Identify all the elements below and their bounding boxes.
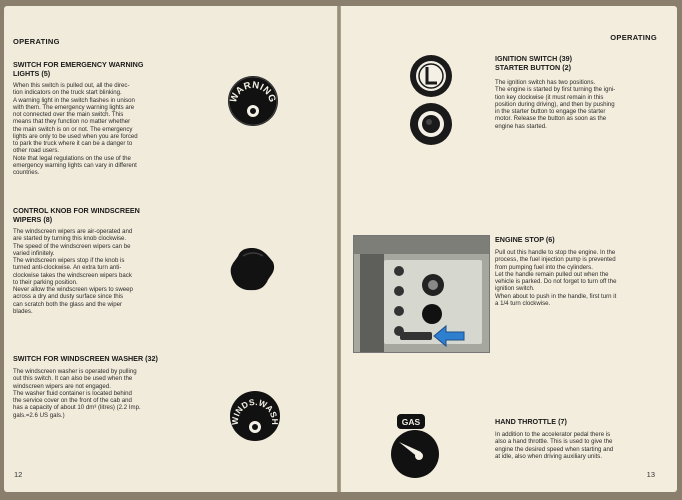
engine-stop-handle [400, 332, 432, 340]
washer-knob-label: WINDS.WASH [229, 396, 281, 426]
section-heading-hand-throttle [495, 418, 665, 427]
left-page-header: OPERATING [13, 37, 60, 46]
section-heading-wiper-knob [13, 207, 213, 224]
section-body-engine-stop: Pull out this handle to stop the engine. In the process, the fuel injection pump is prevented from pumping fuel into the cylinders. Let the handle remain pulled out when the vehicle is parked. Do not forget to turn off the ignition switch. When about to push in the handle, first turn it a 1/4 turn clockwise. [495, 249, 617, 307]
right-page-header: OPERATING [610, 33, 657, 42]
panel-button [394, 266, 404, 276]
heading-line: LIGHTS (5) [13, 68, 51, 78]
section-heading-engine-stop [495, 236, 665, 245]
heading-line: WIPERS (8) [13, 214, 53, 224]
section-body-hand-throttle: In addition to the accelerator pedal there is also a hand throttle. This is used to give the engine the desired speed when starting and at idle, also when driving auxiliary units. [495, 431, 614, 460]
heading-line: CONTROL KNOB FOR WINDSCREEN [13, 206, 140, 215]
heading-line: ENGINE STOP (6) [495, 235, 555, 244]
ignition-switch-icon [409, 54, 453, 98]
washer-switch-icon [229, 390, 281, 442]
panel-knob [422, 304, 442, 324]
starter-button-icon [409, 102, 453, 146]
gas-label: GAS [401, 417, 421, 427]
section-body-washer: The windscreen washer is operated by pulling out this switch. It can also be used when the windscreen wipers are not engaged. The washer fluid container is located behind the service cover on the front of the cab and has a capacity of about 10 dm³ (litres) (2.2 Imp. gals.=2.6 US gals.) [13, 368, 141, 419]
right-page-number: 13 [646, 470, 655, 479]
warning-knob-label: WARNING [228, 79, 278, 105]
section-heading-emergency-lights [13, 61, 213, 78]
hand-throttle-icon [389, 412, 453, 482]
heading-line: IGNITION SWITCH (39) [495, 54, 573, 63]
arrow-pointer-icon [432, 324, 466, 348]
section-heading-washer [13, 355, 213, 364]
panel-button [394, 286, 404, 296]
heading-line: SWITCH FOR EMERGENCY WARNING [13, 60, 144, 69]
panel-knob-center [428, 280, 438, 290]
right-page [341, 6, 677, 492]
engine-stop-photo [353, 235, 490, 353]
section-heading-ignition [495, 55, 665, 72]
warning-switch-icon [227, 75, 279, 127]
dash-panel-edge [360, 254, 384, 352]
heading-line: HAND THROTTLE (7) [495, 417, 567, 426]
section-body-wiper-knob: The windscreen wipers are air-operated and are started by turning this knob clockwise. The speed of the windscreen wipers can be varied infinitely. The windscreen wipers stop if the knob is turned anti-clockwise. An extra turn anti- clockwise takes the windscreen wipers back to their parking position. Never allow the windscreen wipers to sweep across a dry and dusty surface since this can scratch both the glass and the wiper blades. [13, 228, 133, 315]
heading-line: STARTER BUTTON (2) [495, 62, 571, 72]
wiper-knob-icon [227, 244, 277, 294]
panel-button [394, 306, 404, 316]
left-page-number: 12 [14, 470, 23, 479]
left-page [4, 6, 337, 492]
section-body-emergency-lights: When this switch is pulled out, all the direc- tion indicators on the truck start blinking. A warning light in the switch flashes in unison with them. The emergency warning lights are not connected over the main switch. This means that they function no matter whether the main switch is on or not. The emergency lights are only to be used when you are forced to park the truck where it can be a danger to other road users. Note that legal regulations on the use of the emergency warning lights can vary in different countries. [13, 82, 138, 176]
heading-line: SWITCH FOR WINDSCREEN WASHER (32) [13, 354, 158, 363]
section-body-ignition: The ignition switch has two positions. The engine is started by first turning the igni- tion key clockwise (it must remain in this position during driving), and then by pushing in the starter button to engage the starter motor. Release the button as soon as the engine has started. [495, 79, 616, 130]
